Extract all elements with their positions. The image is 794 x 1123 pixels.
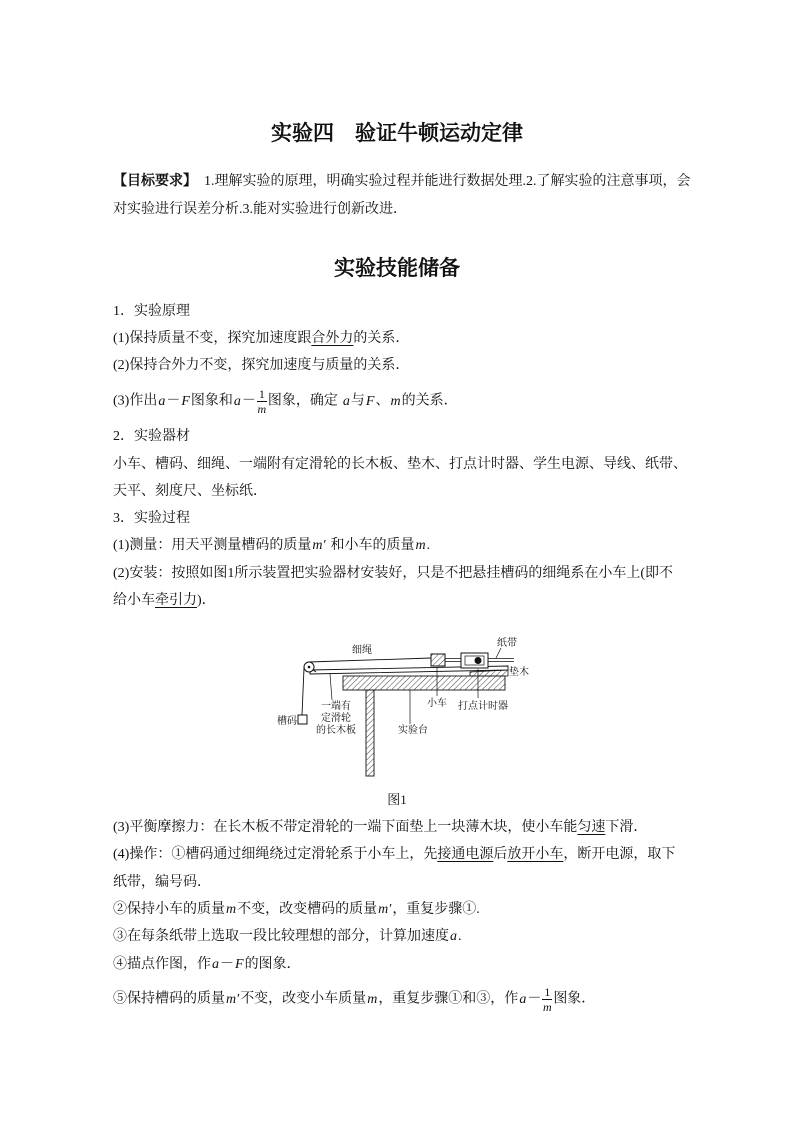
equipment-line-1: 小车、槽码、细绳、一端附有定滑轮的长木板、垫木、打点计时器、学生电源、导线、纸带、 [113,457,687,472]
process-step-5 [113,985,596,1014]
dash: － [527,991,542,1007]
equipment-heading: 2．实验器材 [113,429,190,444]
step4-prefix: ④描点作图，作 [113,957,211,972]
fraction-denominator: m [542,1000,552,1014]
var-a: a [450,929,457,944]
operate-mid: 后 [493,847,508,862]
label-timer: 打点计时器 [458,701,508,712]
measure-mid: 和小车的质量 [330,538,415,553]
label-wedge: 垫木 [509,667,529,678]
var-m-prime: m′ [312,538,326,553]
fraction-numerator: 1 [544,985,551,999]
var-a: a [233,393,241,409]
label-rope: 细绳 [352,645,372,656]
process-install-line-1: (2)安装：按照如图1所示装置把实验器材安装好，只是不把悬挂槽码的细绳系在小车上(即不 [113,566,673,581]
dash: － [241,393,256,409]
item3-suffix: 的关系． [401,393,458,409]
var-m-prime: m′ [226,991,240,1007]
label-weights: 槽码 [277,716,297,727]
operate-underlined-2: 放开小车 [507,847,564,862]
step4-suffix: 的图象． [244,957,301,972]
install-underlined: 牵引力 [155,593,197,608]
install-prefix: 给小车 [113,593,155,608]
rope-line [309,658,431,662]
item3-and: 与 [350,393,365,409]
step5-mid2: ，重复步骤①和③，作 [378,991,519,1007]
fraction-one-over-m [257,388,267,415]
goals-label: 【目标要求】 [113,174,197,189]
step5-prefix: ⑤保持槽码的质量 [113,991,225,1007]
process-step-3 [113,927,462,947]
dash: － [220,957,234,972]
var-F: F [181,393,190,409]
process-operate-line-2: 纸带，编号码． [113,875,211,890]
process-operate-line-1 [113,845,675,865]
var-m: m [390,393,401,409]
install-suffix: )． [197,593,216,608]
figure-caption: 图1 [387,792,407,807]
principle-item-2: (2)保持合外力不变，探究加速度与质量的关系． [113,358,410,373]
var-F: F [365,393,375,409]
label-tape: 纸带 [497,638,517,649]
principle-item-1 [113,329,409,349]
operate-prefix: (4)操作：①槽码通过细绳绕过定滑轮系于小车上，先 [113,847,438,862]
step3-suffix: . [458,929,462,944]
var-a: a [519,991,527,1007]
table-leg [366,690,374,776]
var-F: F [235,957,244,972]
goals-line-2: 对实验进行误差分析.3.能对实验进行创新改进． [113,202,407,217]
label-board-3: 的长木板 [316,725,356,736]
item1-underlined: 合外力 [311,331,354,346]
label-board-2: 定滑轮 [321,713,351,724]
hanging-rope [302,668,304,715]
label-table: 实验台 [398,725,428,736]
board-leader [330,674,332,700]
step2-mid: 不变，改变槽码的质量 [237,902,378,917]
var-m: m [367,991,378,1007]
principle-item-3 [113,387,458,416]
apparatus-figure [270,630,530,790]
item3-prefix: (3)作出 [113,393,158,409]
var-a: a [212,957,219,972]
tape-leader [496,648,501,658]
step5-suffix: 图象． [553,991,596,1007]
dash: － [166,393,181,409]
item1-prefix: (1)保持质量不变，探究加速度跟 [113,331,312,346]
goals-line-1 [113,172,691,192]
process-friction [113,818,647,838]
item3-comma: 、 [375,393,390,409]
operate-suffix: ，断开电源，取下 [563,847,676,862]
var-a: a [342,393,350,409]
process-step-4 [113,955,301,975]
goals-text-1: 1.理解实验的原理，明确实验过程并能进行数据处理.2.了解实验的注意事项，会 [204,174,691,189]
page-title: 实验四 验证牛顿运动定律 [271,121,523,145]
process-heading: 3．实验过程 [113,511,190,526]
item3-mid2: 图象，确定 [267,393,338,409]
step5-mid: 不变，改变小车质量 [240,991,367,1007]
friction-underlined: 匀速 [577,820,606,835]
table-top [343,676,505,690]
timer-dot [475,657,482,664]
process-install-line-2 [113,591,216,611]
label-cart: 小车 [427,698,447,709]
fraction-one-over-m [542,986,552,1013]
step2-suffix: ，重复步骤①. [392,902,480,917]
pulley-axle [308,666,311,669]
friction-prefix: (3)平衡摩擦力：在长木板不带定滑轮的一端下面垫上一块薄木块，使小车能 [113,820,578,835]
fraction-denominator: m [257,402,267,416]
process-step-2 [113,900,480,920]
equipment-line-2: 天平、刻度尺、坐标纸． [113,484,267,499]
item1-suffix: 的关系． [353,331,410,346]
var-a: a [158,393,166,409]
item3-mid: 图象和 [190,393,233,409]
var-m-prime: m′ [378,902,392,917]
process-measure [113,536,430,556]
friction-suffix: 下滑． [605,820,648,835]
step3-prefix: ③在每条纸带上选取一段比较理想的部分，计算加速度 [113,929,449,944]
label-board-1: 一端有 [321,701,351,712]
step2-prefix: ②保持小车的质量 [113,902,225,917]
cart-block [431,654,445,666]
fraction-numerator: 1 [258,387,265,401]
operate-underlined-1: 接通电源 [437,847,494,862]
measure-prefix: (1)测量：用天平测量槽码的质量 [113,538,312,553]
measure-suffix: . [426,538,431,553]
var-m: m [226,902,237,917]
var-m: m [415,538,426,553]
weights-block [298,715,307,724]
section-heading: 实验技能储备 [334,256,460,280]
principle-heading: 1．实验原理 [113,304,190,319]
